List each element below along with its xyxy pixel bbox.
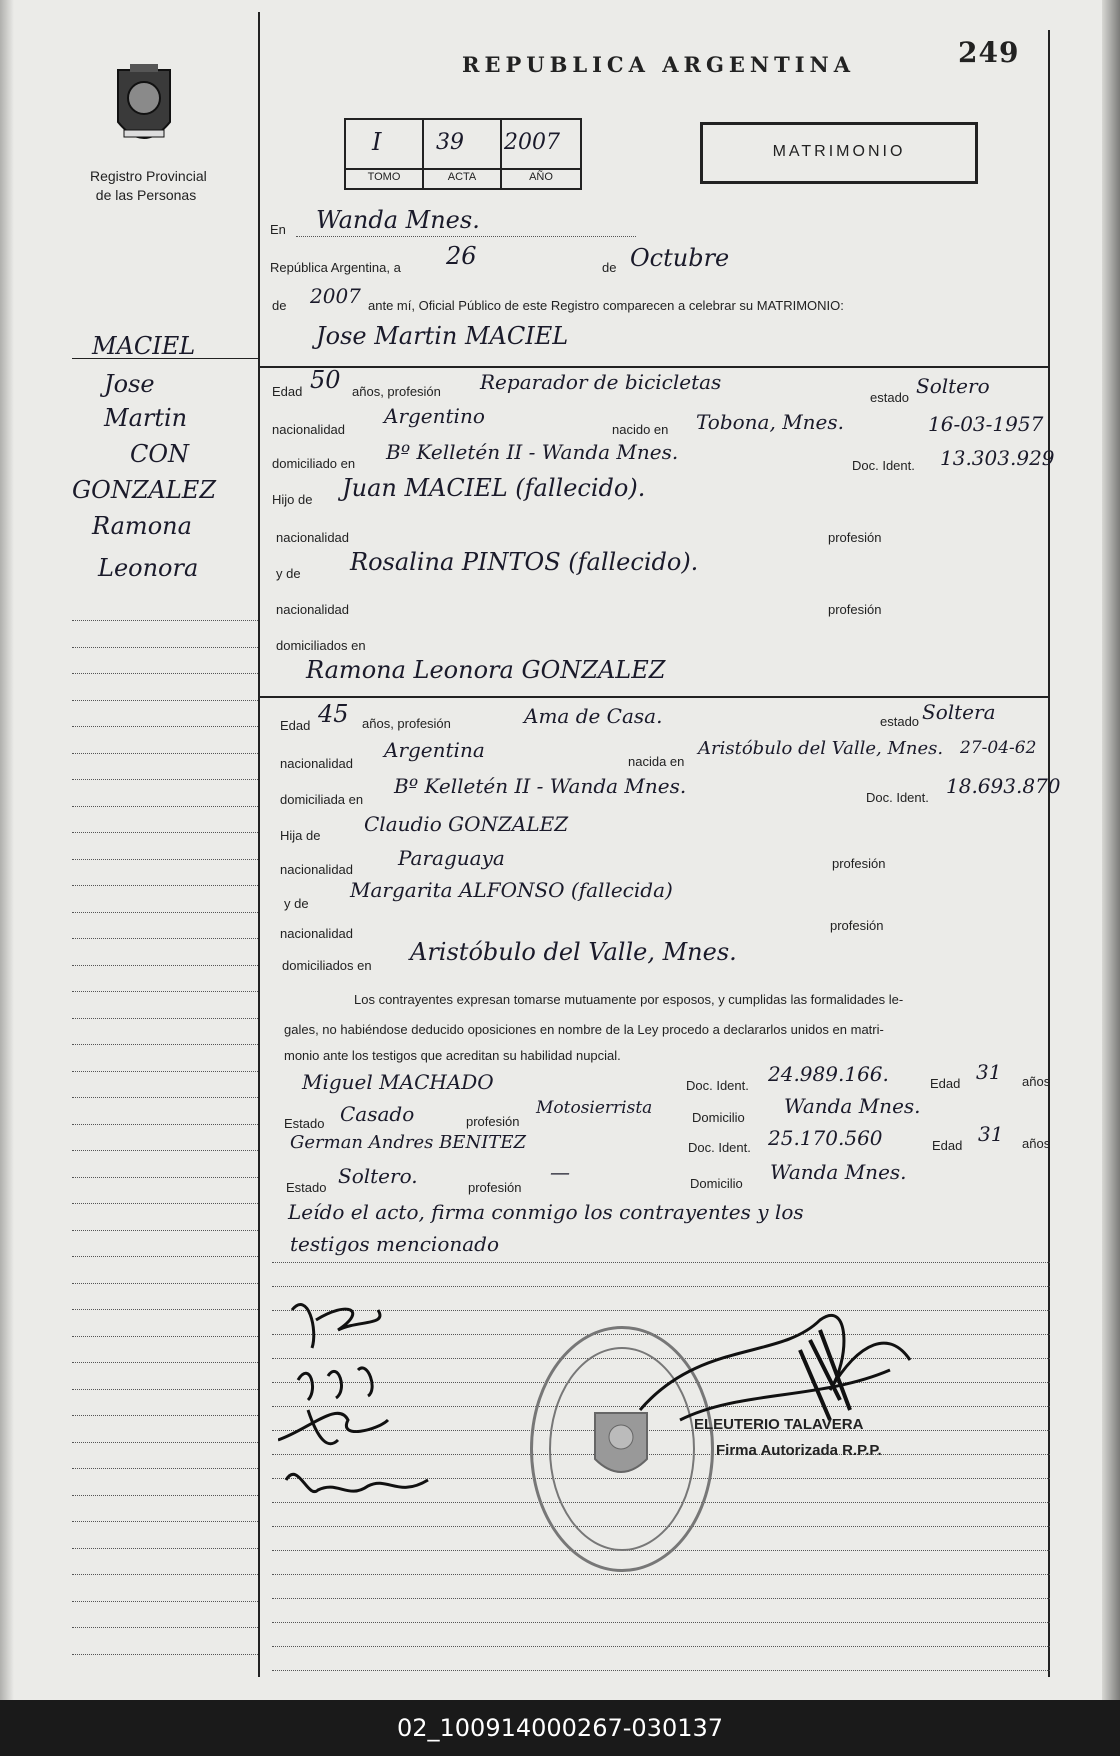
- margin-ruled-line: [72, 1150, 258, 1151]
- bride-profession: Ama de Casa.: [524, 704, 663, 728]
- bride-birthplace: Aristóbulo del Valle, Mnes.: [698, 738, 944, 759]
- margin-ruled-line: [72, 1495, 258, 1496]
- margin-name-3: Martin: [104, 404, 188, 432]
- groom-doc-label: Doc. Ident.: [852, 458, 915, 473]
- bride-nacida-label: nacida en: [628, 754, 685, 769]
- declaration-line-2: gales, no habiéndose deducido oposiciones en nombre de la Ley procedo a declararlos unidos en matri-: [284, 1022, 884, 1037]
- groom-estado-label: estado: [870, 390, 910, 405]
- witness1-address: Wanda Mnes.: [784, 1094, 921, 1118]
- ano-label: AÑO: [529, 171, 553, 183]
- margin-ruled-line: [72, 1044, 258, 1045]
- margin-ruled-line: [72, 1097, 258, 1098]
- margin-ruled-line: [72, 1442, 258, 1443]
- official-name: ELEUTERIO TALAVERA: [694, 1416, 864, 1433]
- bride-profesion-label: años, profesión: [362, 716, 451, 731]
- margin-ruled-line: [72, 1203, 258, 1204]
- witness1-estado-label: Estado: [284, 1116, 325, 1131]
- margin-ruled-line: [72, 832, 258, 833]
- margin-ruled-line: [72, 1574, 258, 1575]
- year-prefix-label: de: [272, 298, 287, 313]
- witness1-name: Miguel MACHADO: [302, 1070, 494, 1094]
- official-title: Firma Autorizada R.P.P.: [716, 1442, 882, 1459]
- record-reference-box: [344, 118, 582, 190]
- body-ruled-line: [272, 1646, 1050, 1647]
- bride-section-rule: [260, 696, 1050, 698]
- witness1-doc-label: Doc. Ident.: [686, 1078, 749, 1093]
- registry-name-line1: Registro Provincial: [90, 168, 207, 184]
- margin-ruled-line: [72, 938, 258, 939]
- witness2-edad-label: Edad: [932, 1138, 963, 1153]
- month-value: Octubre: [630, 244, 730, 272]
- margin-name-5: GONZALEZ: [72, 476, 216, 504]
- bride-hija-label: Hija de: [280, 828, 321, 843]
- groom-profession: Reparador de bicicletas: [480, 370, 722, 394]
- bride-name: Ramona Leonora GONZALEZ: [306, 656, 666, 684]
- groom-nacido-label: nacido en: [612, 422, 669, 437]
- place-line: [296, 236, 636, 237]
- country-heading: REPUBLICA ARGENTINA: [462, 52, 856, 77]
- witness1-edad-label: Edad: [930, 1076, 961, 1091]
- ano-value: 2007: [504, 130, 560, 155]
- margin-ruled-line: [72, 779, 258, 780]
- body-ruled-line: [272, 1622, 1050, 1623]
- margin-ruled-line: [72, 1283, 258, 1284]
- bride-domiciliada-label: domiciliada en: [280, 792, 364, 807]
- margin-ruled-line: [72, 1018, 258, 1019]
- margin-ruled-line: [72, 1177, 258, 1178]
- margin-ruled-line: [72, 1124, 258, 1125]
- bride-father-nat-label: nacionalidad: [280, 862, 354, 877]
- witness1-doc: 24.989.166.: [768, 1062, 889, 1086]
- year-value: 2007: [310, 284, 361, 308]
- bride-father-prof-label: profesión: [832, 856, 886, 871]
- margin-ruled-line: [72, 1389, 258, 1390]
- witness2-profession: —: [550, 1160, 570, 1184]
- margin-ruled-line: [72, 700, 258, 701]
- margin-ruled-line: [72, 726, 258, 727]
- margin-ruled-line: [72, 1309, 258, 1310]
- bride-mother-prof-label: profesión: [830, 918, 884, 933]
- groom-domiciliado-label: domiciliado en: [272, 456, 356, 471]
- closing-note-line-2: testigos mencionado: [290, 1232, 500, 1256]
- page-edge-shadow: [1102, 0, 1120, 1700]
- tomo-value: I: [372, 128, 382, 156]
- bride-doc: 18.693.870: [946, 774, 1061, 798]
- tomo-label: TOMO: [367, 171, 401, 183]
- margin-ruled-line: [72, 1627, 258, 1628]
- groom-yde-label: y de: [276, 566, 301, 581]
- margin-ruled-line: [72, 620, 258, 621]
- groom-parents-dom-label: domiciliados en: [276, 638, 366, 653]
- margin-ruled-line: [72, 1548, 258, 1549]
- groom-edad-label: Edad: [272, 384, 303, 399]
- registry-name-line2: de las Personas: [95, 187, 197, 203]
- contracting-parties-signatures: [278, 1280, 438, 1510]
- witness2-name: German Andres BENITEZ: [290, 1132, 526, 1153]
- groom-father-prof-label: profesión: [828, 530, 882, 545]
- closing-note-line-1: Leído el acto, firma conmigo los contrayentes y los: [288, 1200, 804, 1224]
- bride-parents-dom-label: domiciliados en: [282, 958, 372, 973]
- republica-label: República Argentina, a: [270, 260, 401, 275]
- bride-address: Bº Kelletén II - Wanda Mnes.: [394, 774, 687, 798]
- groom-mother: Rosalina PINTOS (fallecido).: [350, 548, 699, 576]
- witness1-profesion-label: profesión: [466, 1114, 520, 1129]
- groom-address: Bº Kelletén II - Wanda Mnes.: [386, 440, 679, 464]
- en-label: En: [270, 222, 286, 237]
- margin-ruled-line: [72, 859, 258, 860]
- witness2-doc: 25.170.560: [768, 1126, 883, 1150]
- groom-profesion-label: años, profesión: [352, 384, 441, 399]
- declaration-line-1: Los contrayentes expresan tomarse mutuamente por esposos, y cumplidas las formalidades le-: [354, 992, 904, 1007]
- act-type-label: MATRIMONIO: [772, 143, 906, 160]
- margin-ruled-line: [72, 806, 258, 807]
- margin-ruled-line: [72, 1256, 258, 1257]
- bride-edad-label: Edad: [280, 718, 311, 733]
- groom-nationality: Argentino: [384, 404, 485, 428]
- groom-name: Jose Martin MACIEL: [316, 322, 569, 350]
- groom-birthdate: 16-03-1957: [928, 412, 1044, 436]
- body-ruled-line: [272, 1262, 1050, 1263]
- margin-ruled-line: [72, 1415, 258, 1416]
- groom-civil-status: Soltero: [916, 374, 990, 398]
- groom-mother-nat-label: nacionalidad: [276, 602, 350, 617]
- margin-ruled-line: [72, 885, 258, 886]
- bride-mother-nat-label: nacionalidad: [280, 926, 354, 941]
- bride-birthdate: 27-04-62: [960, 738, 1037, 758]
- groom-section-rule: [260, 366, 1050, 368]
- page-binding-shadow: [0, 0, 14, 1700]
- scan-reference-code: 02_100914000267-030137: [0, 1700, 1120, 1756]
- margin-ruled-line: [72, 1362, 258, 1363]
- margin-name-6: Ramona: [92, 512, 192, 540]
- folio-number: 249: [958, 36, 1020, 69]
- margin-ruled-line: [72, 1654, 258, 1655]
- margin-ruled-line: [72, 1521, 258, 1522]
- acta-value: 39: [436, 130, 464, 155]
- margin-ruled-line: [72, 673, 258, 674]
- margin-ruled-line: [72, 965, 258, 966]
- margin-divider: [258, 12, 260, 1677]
- witness1-domicilio-label: Domicilio: [692, 1110, 745, 1125]
- margin-ruled-line: [72, 991, 258, 992]
- witness2-doc-label: Doc. Ident.: [688, 1140, 751, 1155]
- bride-nacionalidad-label: nacionalidad: [280, 756, 354, 771]
- bride-doc-label: Doc. Ident.: [866, 790, 929, 805]
- place-value: Wanda Mnes.: [316, 206, 480, 234]
- margin-ruled-line: [72, 647, 258, 648]
- groom-father: Juan MACIEL (fallecido).: [342, 474, 646, 502]
- margin-ruled-line: [72, 1468, 258, 1469]
- bride-parents-address: Aristóbulo del Valle, Mnes.: [410, 938, 737, 966]
- groom-hijo-label: Hijo de: [272, 492, 313, 507]
- groom-mother-prof-label: profesión: [828, 602, 882, 617]
- witness2-anos-label: años: [1022, 1136, 1051, 1151]
- appearance-text: ante mí, Oficial Público de este Registro comparecen a celebrar su MATRIMONIO:: [368, 298, 844, 313]
- day-value: 26: [446, 242, 477, 270]
- body-ruled-line: [272, 1598, 1050, 1599]
- bride-age: 45: [318, 700, 349, 728]
- declaration-line-3: monio ante los testigos que acreditan su habilidad nupcial.: [284, 1048, 621, 1063]
- margin-ruled-line: [72, 753, 258, 754]
- groom-birthplace: Tobona, Mnes.: [696, 410, 845, 434]
- witness1-age: 31: [976, 1060, 1002, 1084]
- de-label: de: [602, 260, 617, 275]
- margin-name-2: Jose: [104, 370, 155, 398]
- witness1-anos-label: años: [1022, 1074, 1051, 1089]
- witness2-profesion-label: profesión: [468, 1180, 522, 1195]
- witness2-address: Wanda Mnes.: [770, 1160, 907, 1184]
- act-type-box: [700, 122, 978, 184]
- witness2-age: 31: [978, 1122, 1004, 1146]
- bride-civil-status: Soltera: [922, 700, 996, 724]
- witness2-estado-label: Estado: [286, 1180, 327, 1195]
- body-ruled-line: [272, 1670, 1050, 1671]
- bride-father-nationality: Paraguaya: [398, 846, 505, 870]
- provincial-crest-logo: [112, 62, 176, 160]
- bride-nationality: Argentina: [384, 738, 485, 762]
- witness1-civil-status: Casado: [340, 1102, 415, 1126]
- groom-father-nat-label: nacionalidad: [276, 530, 350, 545]
- body-ruled-line: [272, 1574, 1050, 1575]
- groom-nacionalidad-label: nacionalidad: [272, 422, 346, 437]
- acta-label: ACTA: [447, 171, 477, 183]
- witness2-civil-status: Soltero.: [338, 1164, 418, 1188]
- bride-mother: Margarita ALFONSO (fallecida): [350, 878, 673, 902]
- margin-ruled-line: [72, 1071, 258, 1072]
- margin-name-4: CON: [130, 440, 190, 468]
- bride-father: Claudio GONZALEZ: [364, 812, 569, 836]
- bride-yde-label: y de: [284, 896, 309, 911]
- witness2-domicilio-label: Domicilio: [690, 1176, 743, 1191]
- groom-doc: 13.303.929: [940, 446, 1055, 470]
- margin-ruled-line: [72, 1601, 258, 1602]
- margin-name-1: MACIEL: [92, 332, 196, 360]
- groom-age: 50: [310, 366, 341, 394]
- bride-estado-label: estado: [880, 714, 920, 729]
- margin-ruled-line: [72, 1336, 258, 1337]
- margin-name-7: Leonora: [98, 554, 199, 582]
- margin-ruled-line: [72, 912, 258, 913]
- margin-ruled-line: [72, 1230, 258, 1231]
- witness1-profession: Motosierrista: [536, 1098, 653, 1118]
